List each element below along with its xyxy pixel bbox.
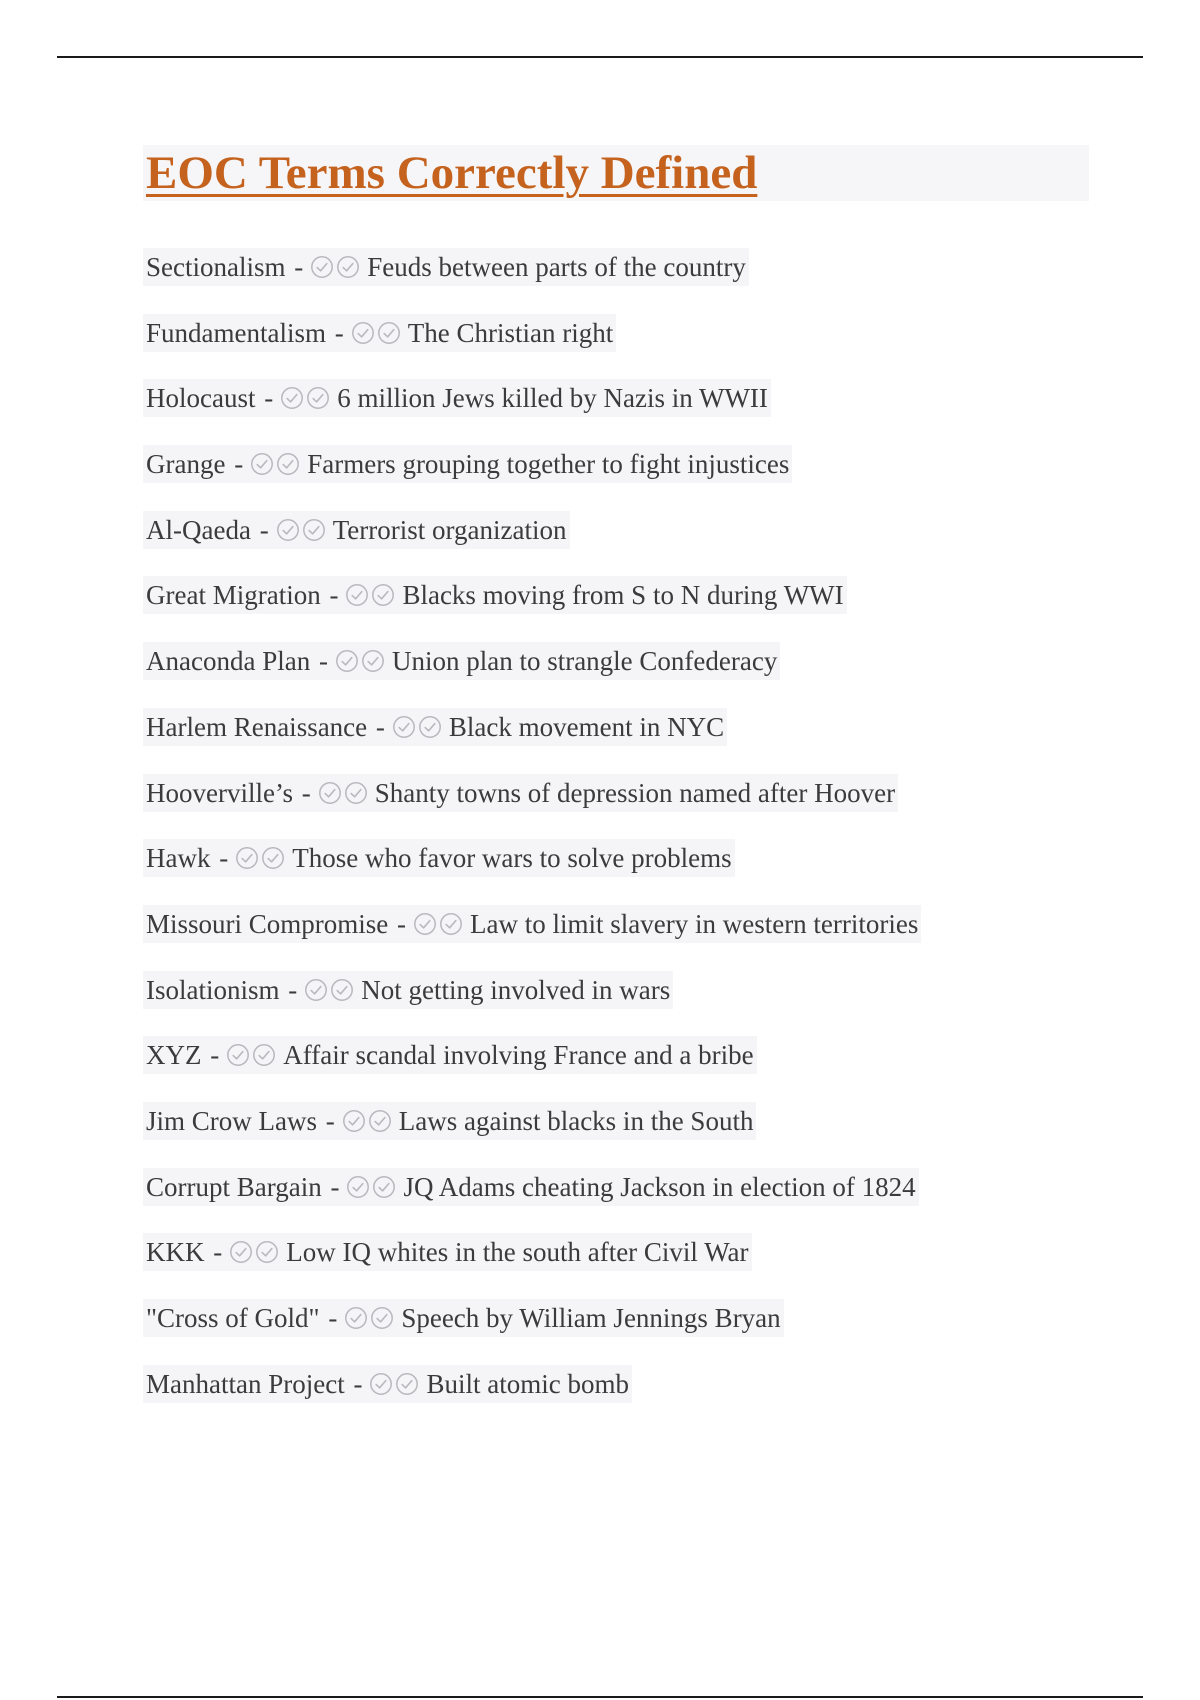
circled-check-icon <box>318 781 342 805</box>
term-line <box>143 1365 632 1403</box>
term-line <box>143 1036 757 1074</box>
term-definition: Black movement in NYC <box>448 711 725 742</box>
term-definition: Built atomic bomb <box>426 1368 629 1399</box>
circled-check-icon <box>395 1372 419 1396</box>
term-row <box>143 1168 921 1234</box>
circled-check-icon <box>361 649 385 673</box>
term-separator: - <box>375 711 385 742</box>
circled-check-icon <box>330 978 354 1002</box>
term-row <box>143 774 921 840</box>
term-separator: - <box>330 1171 340 1202</box>
circled-check-icon <box>235 846 259 870</box>
term-separator: - <box>259 514 269 545</box>
term-separator: - <box>334 317 344 348</box>
term-name: Harlem Renaissance <box>146 711 368 742</box>
term-name: Fundamentalism <box>146 317 326 348</box>
term-row <box>143 445 921 511</box>
term-name: Sectionalism <box>146 252 286 282</box>
term-definition: Farmers grouping together to fight injustices <box>307 449 790 480</box>
check-icons <box>279 379 331 417</box>
term-line <box>143 905 921 943</box>
term-name: Al-Qaeda <box>146 514 251 545</box>
term-row <box>143 314 921 380</box>
term-definition: Affair scandal involving France and a bribe <box>283 1040 754 1071</box>
term-line <box>143 1102 756 1140</box>
circled-check-icon <box>310 255 334 279</box>
check-icons <box>343 1299 395 1337</box>
check-icons <box>317 774 369 812</box>
check-icons <box>350 314 402 352</box>
term-row <box>143 1233 921 1299</box>
document-title: EOC Terms Correctly Defined <box>146 147 758 199</box>
term-definition: Laws against blacks in the South <box>398 1105 754 1136</box>
term-row <box>143 905 921 971</box>
term-definition: Feuds between parts of the country <box>367 252 746 282</box>
circled-check-icon <box>346 1175 370 1199</box>
circled-check-icon <box>342 1109 366 1133</box>
term-name: Great Migration <box>146 580 321 611</box>
term-separator: - <box>264 383 274 414</box>
term-name: Hooverville’s <box>146 777 293 808</box>
check-icons <box>334 642 386 680</box>
check-icons <box>412 905 464 943</box>
circled-check-icon <box>276 518 300 542</box>
term-line <box>143 576 847 614</box>
circled-check-icon <box>344 1306 368 1330</box>
check-icons <box>391 708 443 746</box>
term-separator: - <box>234 449 244 480</box>
term-row <box>143 1365 921 1431</box>
header-rule <box>57 56 1143 58</box>
circled-check-icon <box>280 386 304 410</box>
circled-check-icon <box>229 1240 253 1264</box>
term-name: Corrupt Bargain <box>146 1171 322 1202</box>
term-definition: The Christian right <box>407 317 614 348</box>
circled-check-icon <box>226 1043 250 1067</box>
term-line <box>143 971 673 1009</box>
circled-check-icon <box>345 583 369 607</box>
term-name: Jim Crow Laws <box>146 1105 317 1136</box>
term-definition: Not getting involved in wars <box>361 974 671 1005</box>
term-line <box>143 839 735 877</box>
term-definition: Blacks moving from S to N during WWI <box>402 580 844 611</box>
term-line <box>143 1168 919 1206</box>
circled-check-icon <box>252 1043 276 1067</box>
term-row <box>143 1299 921 1365</box>
term-line <box>143 708 727 746</box>
circled-check-icon <box>261 846 285 870</box>
term-line <box>143 314 616 352</box>
term-line <box>143 1299 784 1337</box>
check-icons <box>275 511 327 549</box>
term-separator: - <box>329 580 339 611</box>
circled-check-icon <box>370 1306 394 1330</box>
term-separator: - <box>210 1040 220 1071</box>
term-name: KKK <box>146 1237 205 1268</box>
term-row <box>143 642 921 708</box>
circled-check-icon <box>250 452 274 476</box>
term-separator: - <box>288 974 298 1005</box>
term-name: Holocaust <box>146 383 256 414</box>
check-icons <box>309 248 361 286</box>
circled-check-icon <box>255 1240 279 1264</box>
term-name: Grange <box>146 449 226 480</box>
term-separator: - <box>353 1368 363 1399</box>
term-separator: - <box>219 843 229 874</box>
term-name: Hawk <box>146 843 211 874</box>
terms-list <box>143 248 921 1430</box>
circled-check-icon <box>302 518 326 542</box>
circled-check-icon <box>368 1109 392 1133</box>
term-definition: 6 million Jews killed by Nazis in WWII <box>337 383 768 414</box>
term-definition: Law to limit slavery in western territories <box>470 908 919 939</box>
check-icons <box>225 1036 277 1074</box>
circled-check-icon <box>304 978 328 1002</box>
term-separator: - <box>397 908 407 939</box>
term-name: Anaconda Plan <box>146 646 311 677</box>
check-icons <box>368 1365 420 1403</box>
circled-check-icon <box>413 912 437 936</box>
check-icons <box>228 1233 280 1271</box>
term-row <box>143 1102 921 1168</box>
circled-check-icon <box>418 715 442 739</box>
circled-check-icon <box>372 1175 396 1199</box>
term-definition: Shanty towns of depression named after Hoover <box>374 777 896 808</box>
term-line <box>143 511 570 549</box>
circled-check-icon <box>336 255 360 279</box>
check-icons <box>344 576 396 614</box>
term-separator: - <box>328 1303 338 1333</box>
term-definition: Speech by William Jennings Bryan <box>401 1303 781 1333</box>
term-name: "Cross of Gold" <box>146 1303 320 1333</box>
term-line <box>143 379 771 417</box>
term-line <box>143 248 749 286</box>
term-line <box>143 774 898 812</box>
term-name: XYZ <box>146 1040 202 1071</box>
check-icons <box>303 971 355 1009</box>
circled-check-icon <box>369 1372 393 1396</box>
circled-check-icon <box>276 452 300 476</box>
circled-check-icon <box>344 781 368 805</box>
check-icons <box>341 1102 393 1140</box>
circled-check-icon <box>335 649 359 673</box>
circled-check-icon <box>439 912 463 936</box>
circled-check-icon <box>371 583 395 607</box>
term-row <box>143 379 921 445</box>
term-definition: Low IQ whites in the south after Civil War <box>286 1237 749 1268</box>
term-row <box>143 839 921 905</box>
term-name: Missouri Compromise <box>146 908 389 939</box>
term-separator: - <box>301 777 311 808</box>
circled-check-icon <box>392 715 416 739</box>
term-definition: Union plan to strangle Confederacy <box>391 646 778 677</box>
term-separator: - <box>294 252 304 282</box>
footer-rule <box>57 1696 1143 1698</box>
term-name: Manhattan Project <box>146 1368 345 1399</box>
term-row <box>143 248 921 314</box>
term-row <box>143 708 921 774</box>
check-icons <box>234 839 286 877</box>
circled-check-icon <box>377 321 401 345</box>
term-definition: Those who favor wars to solve problems <box>292 843 732 874</box>
term-separator: - <box>318 646 328 677</box>
term-separator: - <box>325 1105 335 1136</box>
check-icons <box>345 1168 397 1206</box>
term-definition: Terrorist organization <box>332 514 567 545</box>
term-row <box>143 1036 921 1102</box>
circled-check-icon <box>351 321 375 345</box>
term-row <box>143 511 921 577</box>
term-line <box>143 642 780 680</box>
term-name: Isolationism <box>146 974 280 1005</box>
term-definition: JQ Adams cheating Jackson in election of 1824 <box>403 1171 916 1202</box>
term-row <box>143 971 921 1037</box>
term-separator: - <box>213 1237 223 1268</box>
term-row <box>143 576 921 642</box>
circled-check-icon <box>306 386 330 410</box>
check-icons <box>249 445 301 483</box>
term-line <box>143 1233 752 1271</box>
term-line <box>143 445 792 483</box>
